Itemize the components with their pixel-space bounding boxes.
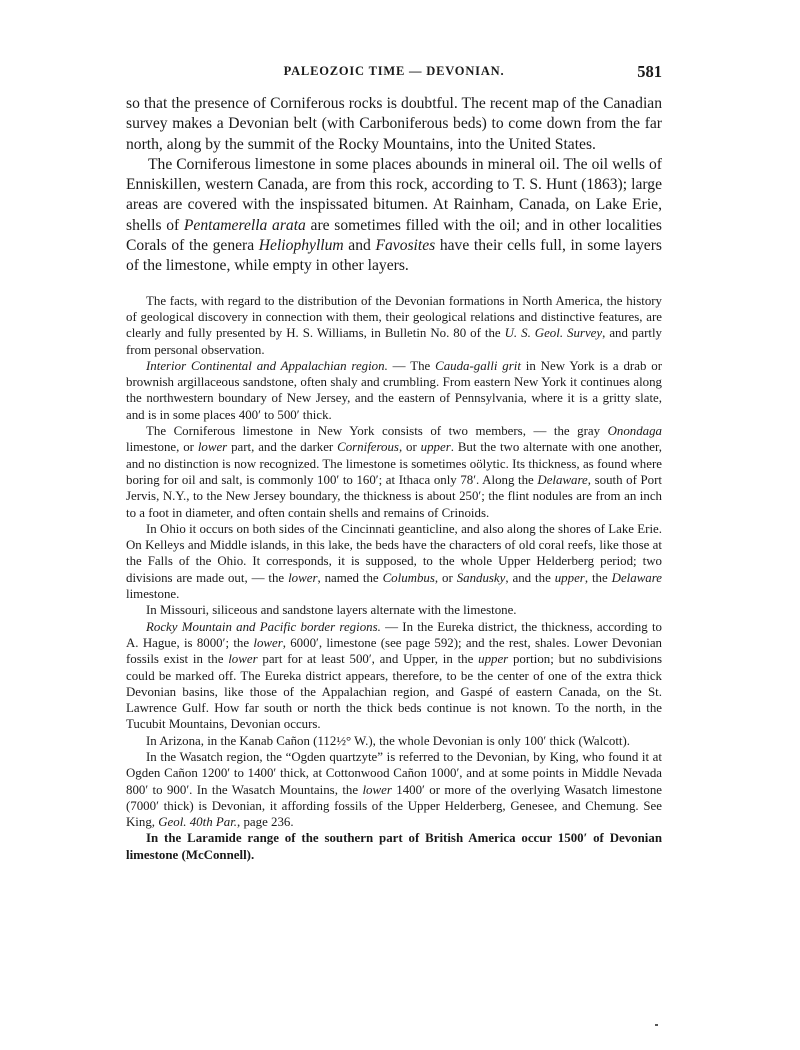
document-page — [126, 62, 662, 863]
small-print-notes — [126, 293, 662, 863]
paragraph-oil: The Corniferous limestone in some places abounds in mineral oil. The oil wells of Enniskillen, western Canada, are from this rock, according to T. S. Hunt (1863); large areas are covered with the inspissated bitumen. At Rainham, Canada, on Lake Erie, shells of Pentamerella arata are sometimes filled with the oil; and in other localities Corals of the genera Heliophyllum and Favosites have their cells full, in some layers of the limestone, while empty in other layers. — [126, 155, 662, 275]
page-number: 581 — [637, 62, 662, 81]
page-header — [126, 62, 662, 86]
paragraph-appalachian: Interior Continental and Appalachian region. — The Cauda-galli grit in New York is a drab or brownish argillaceous sandstone, often shaly and crumbling. From eastern New York it continues along the northwestern boundary of New Jersey, and the eastern of Pennsylvania, where it is a gritty slate, and is in some places 400′ to 500′ thick. — [126, 358, 662, 422]
running-head: PALEOZOIC TIME — DEVONIAN. — [283, 64, 505, 78]
paragraph-ohio: In Ohio it occurs on both sides of the Cincinnati geanticline, and also along the shores of Lake Erie. On Kelleys and Middle islands, in this lake, the beds have the characters of old coral reefs, like those at the Falls of the Ohio. It corresponds, it is supposed, to the whole Upper Helderberg period; two divisions are made out, — the lower, named the Columbus, or Sandusky, and the upper, the Delaware limestone. — [126, 521, 663, 602]
main-text — [126, 94, 662, 277]
paragraph-new-york: The Corniferous limestone in New York consists of two members, — the gray Onondaga limestone, or lower part, and the darker Corniferous, or upper. But the two alternate with one another, and no distinction is now recognized. The limestone is sometimes oölytic. Its thickness, as found where boring for oil and salt, is commonly 100′ to 160′; at Ithaca only 78′. Along the Delaware, south of Port Jervis, N.Y., to the New Jersey boundary, the thickness is about 250′; the flint nodules are from an inch to a foot in diameter, and often contain shells and remains of Crinoids. — [126, 424, 663, 520]
paragraph-arizona: In Arizona, in the Kanab Cañon (112½° W.), the whole Devonian is only 100′ thick (Walcott). — [146, 733, 631, 748]
page-speck — [655, 1024, 658, 1026]
paragraph-laramide: In the Laramide range of the southern part of British America occur 1500′ of Devonian limestone (McConnell). — [126, 831, 662, 862]
paragraph-missouri: In Missouri, siliceous and sandstone layers alternate with the limestone. — [146, 603, 517, 618]
paragraph-rocky-mountain: Rocky Mountain and Pacific border regions. — In the Eureka district, the thickness, according to A. Hague, is 8000′; the lower, 6000′, limestone (see page 592); and the rest, shales. Lower Devonian fossils exist in the lower part for at least 500′, and Upper, in the upper portion; but no subdivisions could be marked off. The Eureka district appears, therefore, to be the center of one of the extra thick Devonian basins, like those of the Appalachian region, and Gaspé of eastern Canada, on the St. Lawrence Gulf. How far south or north the thick beds continue is not known. To the north, in the Tucubit Mountains, Devonian occurs. — [126, 619, 663, 732]
paragraph-continued: so that the presence of Corniferous rocks is doubtful. The recent map of the Canadian survey makes a Devonian belt (with Carboniferous beds) to come down from the far north, along by the summit of the Rocky Mountains, into the United States. — [126, 95, 662, 153]
paragraph-williams: The facts, with regard to the distribution of the Devonian formations in North America, the history of geological discovery in connection with them, their geological relations and distinctive features, are clearly and fully presented by H. S. Williams, in Bulletin No. 80 of the U. S. Geol. Survey, and partly from personal observation. — [126, 293, 662, 357]
paragraph-wasatch: In the Wasatch region, the “Ogden quartzyte” is referred to the Devonian, by King, who found it at Ogden Cañon 1200′ to 1400′ thick, at Cottonwood Cañon 1000′, and at some points in Middle Nevada 800′ to 900′. In the Wasatch Mountains, the lower 1400′ or more of the overlying Wasatch limestone (7000′ thick) is Devonian, it affording fossils of the Upper Helderberg, Genesee, and Chemung. See King, Geol. 40th Par., page 236. — [126, 749, 662, 830]
